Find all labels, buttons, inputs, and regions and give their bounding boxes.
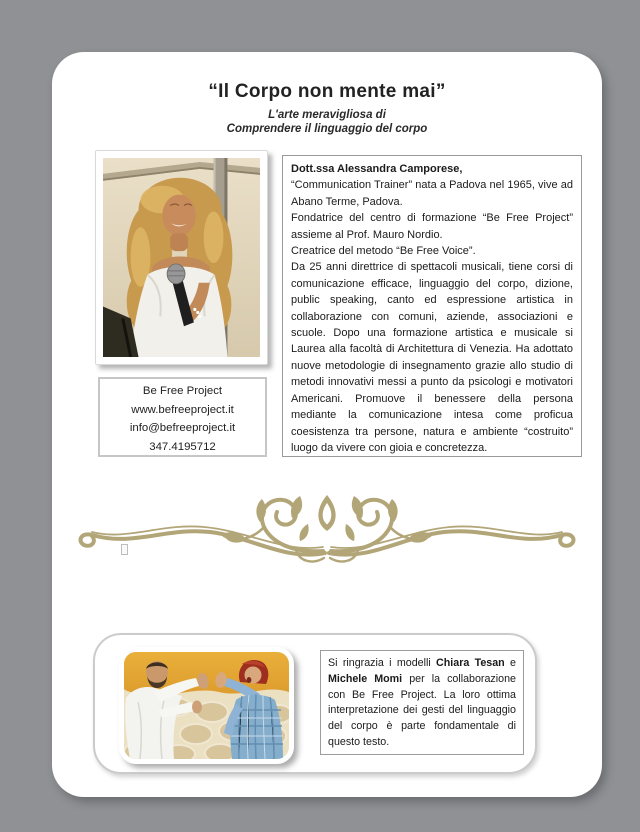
contact-website: www.befreeproject.it bbox=[131, 403, 234, 416]
thanks-text: per la collaborazione con Be Free Project. La loro ottima interpretazione dei gesti del linguaggio del corpo è parte fondamentale di questo testo. bbox=[328, 672, 516, 748]
small-artifact bbox=[121, 544, 128, 555]
page-title: “Il Corpo non mente mai” bbox=[208, 81, 446, 102]
models-photo-illustration bbox=[124, 652, 289, 759]
contact-box bbox=[98, 377, 267, 457]
speaker-photo-illustration bbox=[103, 158, 260, 357]
biography-paragraph: Da 25 anni direttrice di spettacoli musicali, tiene corsi di comunicazione efficace, linguaggio del corpo, dizione, public speaking, canto ed espressione artistica in collaborazione con comuni, aziende, associazioni e scuole. Dopo una formazione artistica e musicale si Laurea alla facoltà di Architettura di Venezia. Ha adottato nuove metodologie di insegnamento grazie allo studio di metodi innovativi messi a punto da psicologi e motivatori Americani. Promuove il benessere della persona mediante la comunicazione intesa come proficua coesistenza tra persone, natura e ambiente “costruito” luogo da vivere con gioia e concretezza. bbox=[291, 261, 573, 454]
model-name-2: Michele Momi bbox=[328, 672, 403, 685]
flourish-divider-icon bbox=[70, 490, 584, 590]
page-subtitle-line1: L'arte meravigliosa di bbox=[268, 109, 386, 121]
models-photo bbox=[119, 647, 294, 764]
page-card bbox=[52, 52, 602, 797]
page-subtitle-line2: Comprendere il linguaggio del corpo bbox=[226, 123, 428, 135]
biography-paragraph: Creatrice del metodo “Be Free Voice”. bbox=[291, 245, 476, 258]
speaker-photo bbox=[95, 150, 268, 365]
contact-name: Be Free Project bbox=[142, 385, 223, 397]
biography-paragraph: “Communication Trainer” nata a Padova nel 1965, vive ad Abano Terme, Padova. bbox=[291, 179, 573, 208]
thanks-text: e bbox=[504, 657, 516, 669]
model-name-1: Chiara Tesan bbox=[436, 657, 505, 669]
acknowledgement-panel bbox=[93, 633, 537, 774]
thanks-box bbox=[320, 650, 524, 755]
contact-email: info@befreeproject.it bbox=[129, 422, 236, 435]
biography-paragraph: Fondatrice del centro di formazione “Be Free Project” assieme al Prof. Mauro Nordio. bbox=[291, 212, 573, 241]
thanks-text: Si ringrazia i modelli bbox=[328, 657, 437, 669]
contact-phone: 347.4195712 bbox=[149, 440, 216, 453]
biography-heading: Dott.ssa Alessandra Camporese, bbox=[291, 163, 463, 175]
biography-box bbox=[282, 155, 582, 457]
